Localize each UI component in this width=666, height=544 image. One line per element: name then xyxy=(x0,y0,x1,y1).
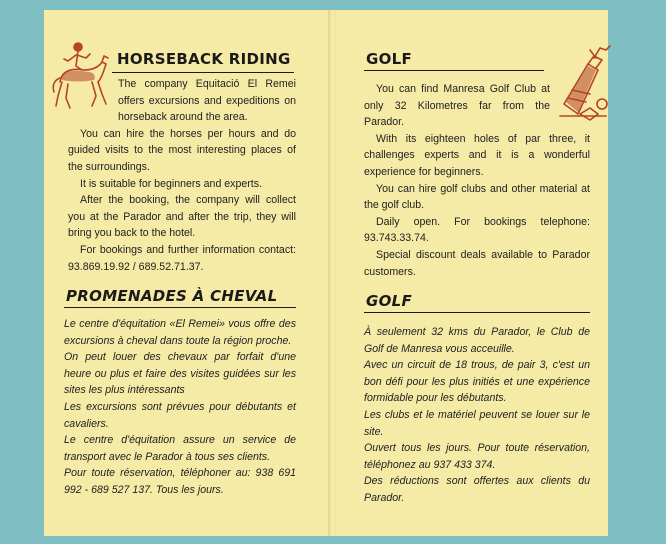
golf-title-en: GOLF xyxy=(366,50,413,68)
promenades-paragraph: On peut louer des chevaux par forfait d'une heure ou plus et faire des visites guidées sur les sites les plus intéressants xyxy=(64,351,296,397)
golf-title-fr: GOLF xyxy=(366,292,413,310)
horseback-paragraph: You can hire the horses per hours and do guided visits to the most interesting places of the surroundings. xyxy=(68,127,296,173)
promenades-paragraph: Le centre d'équitation «El Remei» vous offre des excursions à cheval dans toute la région proche. xyxy=(64,318,296,347)
horseback-paragraph: After the booking, the company will collect you at the Parador and after the trip, they will bring you back to the hotel. xyxy=(68,194,296,240)
golf-en-paragraph: You can hire golf clubs and other material at the golf club. xyxy=(364,182,590,212)
promenades-title: PROMENADES À CHEVAL xyxy=(66,287,278,305)
promenades-paragraph: Pour toute réservation, téléphoner au: 938 691 992 - 689 527 137. Tous les jours. xyxy=(64,467,296,496)
golf-fr-paragraph: Les clubs et le matériel peuvent se louer sur le site. xyxy=(364,408,590,438)
promenades-title-rule xyxy=(64,307,296,308)
horseback-title-rule xyxy=(112,72,294,73)
horseback-riding-body xyxy=(68,76,296,275)
golf-fr-paragraph: À seulement 32 kms du Parador, le Club de Golf de Manresa vous acceuille. xyxy=(364,326,590,355)
golf-en-paragraph: Daily open. For bookings telephone: 93.743.33.74. xyxy=(364,215,590,245)
golf-fr-paragraph: Avec un circuit de 18 trous, de pair 3, c'est un bon défi pour les plus initiés et une expérience formidable pour les débutants. xyxy=(364,359,590,405)
golf-en-title-rule xyxy=(364,70,544,71)
horseback-paragraph: The company Equitació El Remei offers excursions and expeditions on horseback around the area. xyxy=(118,78,296,124)
golf-fr-paragraph: Ouvert tous les jours. Pour toute réservation, téléphonez au 937 433 374. xyxy=(364,442,590,471)
golf-en-body xyxy=(364,81,590,280)
golf-fr-body xyxy=(364,324,590,507)
golf-en-paragraph: You can find Manresa Golf Club at only 32 Kilometres far from the Parador. xyxy=(364,83,550,129)
promenades-paragraph: Les excursions sont prévues pour débutants et cavaliers. xyxy=(64,400,296,430)
golf-fr-paragraph: Des réductions sont offertes aux clients du Parador. xyxy=(364,475,590,504)
horseback-paragraph: It is suitable for beginners and experts. xyxy=(80,177,262,190)
golf-fr-title-rule xyxy=(364,312,590,313)
golf-en-paragraph: With its eighteen holes of par three, it challenges experts and it is a wonderful experience for beginners. xyxy=(364,132,590,178)
horseback-paragraph: For bookings and further information contact: 93.869.19.92 / 689.52.71.37. xyxy=(68,243,296,273)
horseback-riding-title: HORSEBACK RIDING xyxy=(117,50,291,68)
promenades-body xyxy=(64,316,296,499)
golf-en-paragraph: Special discount deals available to Parador customers. xyxy=(364,248,590,278)
promenades-paragraph: Le centre d'équitation assure un service de transport avec le Parador à tous ses clients. xyxy=(64,434,296,463)
